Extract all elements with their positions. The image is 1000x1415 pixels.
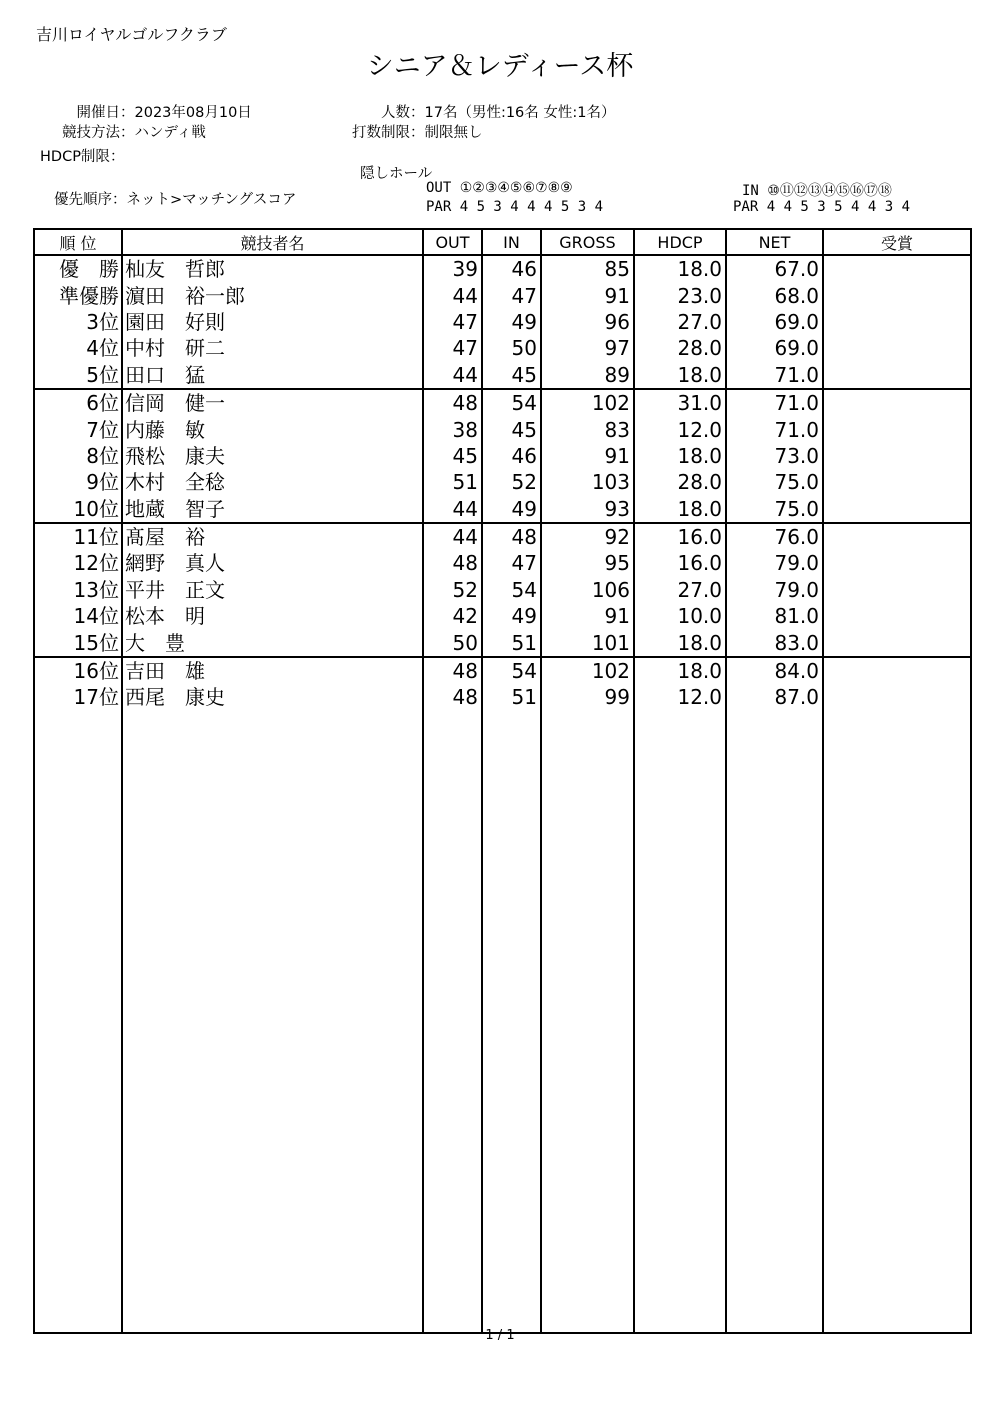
cell-net: 79.0 xyxy=(726,550,823,576)
cell-award xyxy=(823,416,971,442)
info-hdcp: HDCP制限： xyxy=(40,149,125,165)
cell-rank: 12位 xyxy=(34,550,122,576)
header-gross: GROSS xyxy=(541,229,634,255)
cell-award xyxy=(823,469,971,495)
cell-out: 48 xyxy=(423,657,482,684)
cell-hdcp: 27.0 xyxy=(634,577,726,603)
cell-out: 42 xyxy=(423,603,482,629)
cell-in: 54 xyxy=(482,389,541,416)
cell-name: 平井 正文 xyxy=(122,577,423,603)
cell-hdcp: 12.0 xyxy=(634,416,726,442)
cell-hdcp: 18.0 xyxy=(634,255,726,282)
table-row xyxy=(34,282,971,308)
table-row xyxy=(34,603,971,629)
cell-award xyxy=(823,603,971,629)
table-row xyxy=(34,684,971,710)
cell-gross: 97 xyxy=(541,335,634,361)
cell-hdcp: 28.0 xyxy=(634,335,726,361)
info-method: 競技方法：ハンディ戦 xyxy=(40,121,206,142)
people-value: 17名（男性:16名 女性:1名） xyxy=(424,105,616,121)
cell-name: 中村 研二 xyxy=(122,335,423,361)
cell-out: 52 xyxy=(423,577,482,603)
cell-hdcp: 18.0 xyxy=(634,496,726,523)
cell-rank: 8位 xyxy=(34,443,122,469)
priority-label: 優先順序 xyxy=(54,192,112,208)
cell-out: 48 xyxy=(423,550,482,576)
cell-out: 45 xyxy=(423,443,482,469)
people-label: 人数 xyxy=(381,105,410,121)
cell-rank: 13位 xyxy=(34,577,122,603)
table-row xyxy=(34,255,971,282)
cell-net: 76.0 xyxy=(726,523,823,550)
cell-name: 木村 全稔 xyxy=(122,469,423,495)
cell-net: 69.0 xyxy=(726,335,823,361)
cell-net: 67.0 xyxy=(726,255,823,282)
cell-net: 79.0 xyxy=(726,577,823,603)
cell-name: 内藤 敏 xyxy=(122,416,423,442)
cell-out: 44 xyxy=(423,362,482,389)
info-limit: 打数制限：制限無し xyxy=(330,121,483,142)
cell-award xyxy=(823,282,971,308)
cell-gross: 91 xyxy=(541,282,634,308)
cell-hdcp: 27.0 xyxy=(634,309,726,335)
cell-rank: 7位 xyxy=(34,416,122,442)
filler-cell xyxy=(423,711,482,1333)
table-header xyxy=(34,229,971,255)
cell-gross: 103 xyxy=(541,469,634,495)
cell-net: 71.0 xyxy=(726,416,823,442)
cell-net: 83.0 xyxy=(726,629,823,656)
header-name: 競技者名 xyxy=(122,229,423,255)
page-number: 1 / 1 xyxy=(485,1328,515,1343)
cell-gross: 89 xyxy=(541,362,634,389)
cell-in: 46 xyxy=(482,255,541,282)
cell-award xyxy=(823,362,971,389)
cell-out: 44 xyxy=(423,496,482,523)
results-table xyxy=(33,228,972,1334)
priority-value: ネット>マッチングスコア xyxy=(126,192,297,208)
cell-name: 飛松 康夫 xyxy=(122,443,423,469)
cell-in: 45 xyxy=(482,362,541,389)
cell-hdcp: 31.0 xyxy=(634,389,726,416)
cell-gross: 85 xyxy=(541,255,634,282)
cell-in: 50 xyxy=(482,335,541,361)
table-row xyxy=(34,550,971,576)
cell-name: 濵田 裕一郎 xyxy=(122,282,423,308)
cell-rank: 15位 xyxy=(34,629,122,656)
cell-gross: 83 xyxy=(541,416,634,442)
header-award: 受賞 xyxy=(823,229,971,255)
cell-gross: 91 xyxy=(541,603,634,629)
cell-in: 52 xyxy=(482,469,541,495)
cell-hdcp: 16.0 xyxy=(634,523,726,550)
cell-gross: 92 xyxy=(541,523,634,550)
method-value: ハンディ戦 xyxy=(134,125,206,141)
in-par: PAR 4 4 5 3 5 4 4 3 4 xyxy=(733,199,911,215)
table-row xyxy=(34,335,971,361)
filler-cell xyxy=(34,711,122,1333)
cell-award xyxy=(823,523,971,550)
table-row xyxy=(34,389,971,416)
cell-name: 髙屋 裕 xyxy=(122,523,423,550)
cell-name: 大 豊 xyxy=(122,629,423,656)
cell-award xyxy=(823,684,971,710)
cell-name: 吉田 雄 xyxy=(122,657,423,684)
table-row xyxy=(34,496,971,523)
cell-name: 園田 好則 xyxy=(122,309,423,335)
date-value: 2023年08月10日 xyxy=(134,105,252,121)
header-hdcp: HDCP xyxy=(634,229,726,255)
cell-rank: 準優勝 xyxy=(34,282,122,308)
cell-out: 39 xyxy=(423,255,482,282)
table-filler xyxy=(34,711,971,1333)
filler-cell xyxy=(823,711,971,1333)
cell-gross: 99 xyxy=(541,684,634,710)
cell-rank: 6位 xyxy=(34,389,122,416)
cell-net: 81.0 xyxy=(726,603,823,629)
cell-in: 47 xyxy=(482,550,541,576)
cell-hdcp: 10.0 xyxy=(634,603,726,629)
cell-award xyxy=(823,657,971,684)
table-row xyxy=(34,469,971,495)
cell-award xyxy=(823,629,971,656)
header-rank: 順 位 xyxy=(34,229,122,255)
cell-name: 地蔵 智子 xyxy=(122,496,423,523)
header-net: NET xyxy=(726,229,823,255)
hidden-holes-label: 隠しホール xyxy=(360,166,433,182)
cell-name: 信岡 健一 xyxy=(122,389,423,416)
cell-out: 50 xyxy=(423,629,482,656)
table-row xyxy=(34,657,971,684)
cell-net: 69.0 xyxy=(726,309,823,335)
cell-net: 75.0 xyxy=(726,496,823,523)
hdcp-label: HDCP制限 xyxy=(40,149,110,165)
info-people: 人数：17名（男性:16名 女性:1名） xyxy=(330,101,616,122)
cell-gross: 95 xyxy=(541,550,634,576)
cell-in: 54 xyxy=(482,657,541,684)
cell-hdcp: 18.0 xyxy=(634,443,726,469)
cell-award xyxy=(823,335,971,361)
table-row xyxy=(34,443,971,469)
cell-gross: 93 xyxy=(541,496,634,523)
cell-name: 杣友 哲郎 xyxy=(122,255,423,282)
cell-name: 網野 真人 xyxy=(122,550,423,576)
date-label: 開催日 xyxy=(76,105,120,121)
table-row xyxy=(34,416,971,442)
club-name: 吉川ロイヤルゴルフクラブ xyxy=(36,25,227,44)
cell-name: 西尾 康史 xyxy=(122,684,423,710)
cell-net: 71.0 xyxy=(726,362,823,389)
info-date: 開催日：2023年08月10日 xyxy=(40,101,252,122)
cell-rank: 9位 xyxy=(34,469,122,495)
method-label: 競技方法 xyxy=(62,125,120,141)
limit-value: 制限無し xyxy=(424,125,483,141)
cell-net: 73.0 xyxy=(726,443,823,469)
cell-name: 松本 明 xyxy=(122,603,423,629)
info-priority: 優先順序：ネット>マッチングスコア xyxy=(54,192,297,208)
cell-out: 44 xyxy=(423,282,482,308)
cell-hdcp: 28.0 xyxy=(634,469,726,495)
cell-award xyxy=(823,389,971,416)
cell-in: 45 xyxy=(482,416,541,442)
cell-hdcp: 16.0 xyxy=(634,550,726,576)
filler-cell xyxy=(541,711,634,1333)
cell-hdcp: 23.0 xyxy=(634,282,726,308)
cell-award xyxy=(823,309,971,335)
header-in: IN xyxy=(482,229,541,255)
cell-out: 47 xyxy=(423,309,482,335)
cell-out: 38 xyxy=(423,416,482,442)
cell-rank: 14位 xyxy=(34,603,122,629)
cell-gross: 91 xyxy=(541,443,634,469)
cell-hdcp: 18.0 xyxy=(634,362,726,389)
cell-hdcp: 18.0 xyxy=(634,657,726,684)
cell-rank: 17位 xyxy=(34,684,122,710)
filler-cell xyxy=(122,711,423,1333)
cell-gross: 106 xyxy=(541,577,634,603)
cell-out: 44 xyxy=(423,523,482,550)
cell-award xyxy=(823,496,971,523)
page-title: シニア＆レディース杯 xyxy=(366,51,634,82)
cell-hdcp: 12.0 xyxy=(634,684,726,710)
table-row xyxy=(34,362,971,389)
cell-in: 49 xyxy=(482,496,541,523)
cell-gross: 102 xyxy=(541,389,634,416)
cell-out: 47 xyxy=(423,335,482,361)
cell-award xyxy=(823,443,971,469)
cell-hdcp: 18.0 xyxy=(634,629,726,656)
filler-cell xyxy=(482,711,541,1333)
cell-gross: 101 xyxy=(541,629,634,656)
filler-cell xyxy=(634,711,726,1333)
cell-in: 54 xyxy=(482,577,541,603)
cell-in: 48 xyxy=(482,523,541,550)
cell-rank: 5位 xyxy=(34,362,122,389)
out-holes: OUT ①②③④⑤⑥⑦⑧⑨ xyxy=(426,180,573,196)
table-row xyxy=(34,577,971,603)
cell-in: 49 xyxy=(482,603,541,629)
cell-rank: 3位 xyxy=(34,309,122,335)
out-par: PAR 4 5 3 4 4 4 5 3 4 xyxy=(426,199,604,215)
cell-net: 84.0 xyxy=(726,657,823,684)
in-holes: IN ⑩⑪⑫⑬⑭⑮⑯⑰⑱ xyxy=(742,183,892,199)
cell-in: 46 xyxy=(482,443,541,469)
cell-rank: 10位 xyxy=(34,496,122,523)
cell-gross: 102 xyxy=(541,657,634,684)
cell-award xyxy=(823,577,971,603)
table-row xyxy=(34,523,971,550)
cell-name: 田口 猛 xyxy=(122,362,423,389)
cell-net: 68.0 xyxy=(726,282,823,308)
cell-net: 87.0 xyxy=(726,684,823,710)
cell-net: 75.0 xyxy=(726,469,823,495)
cell-rank: 16位 xyxy=(34,657,122,684)
cell-award xyxy=(823,255,971,282)
cell-rank: 11位 xyxy=(34,523,122,550)
cell-out: 48 xyxy=(423,389,482,416)
table-row xyxy=(34,629,971,656)
cell-in: 47 xyxy=(482,282,541,308)
table-row xyxy=(34,309,971,335)
cell-in: 51 xyxy=(482,629,541,656)
cell-rank: 4位 xyxy=(34,335,122,361)
cell-in: 51 xyxy=(482,684,541,710)
cell-award xyxy=(823,550,971,576)
cell-out: 51 xyxy=(423,469,482,495)
cell-out: 48 xyxy=(423,684,482,710)
cell-net: 71.0 xyxy=(726,389,823,416)
filler-cell xyxy=(726,711,823,1333)
cell-in: 49 xyxy=(482,309,541,335)
cell-gross: 96 xyxy=(541,309,634,335)
header-out: OUT xyxy=(423,229,482,255)
cell-rank: 優 勝 xyxy=(34,255,122,282)
limit-label: 打数制限 xyxy=(352,125,410,141)
